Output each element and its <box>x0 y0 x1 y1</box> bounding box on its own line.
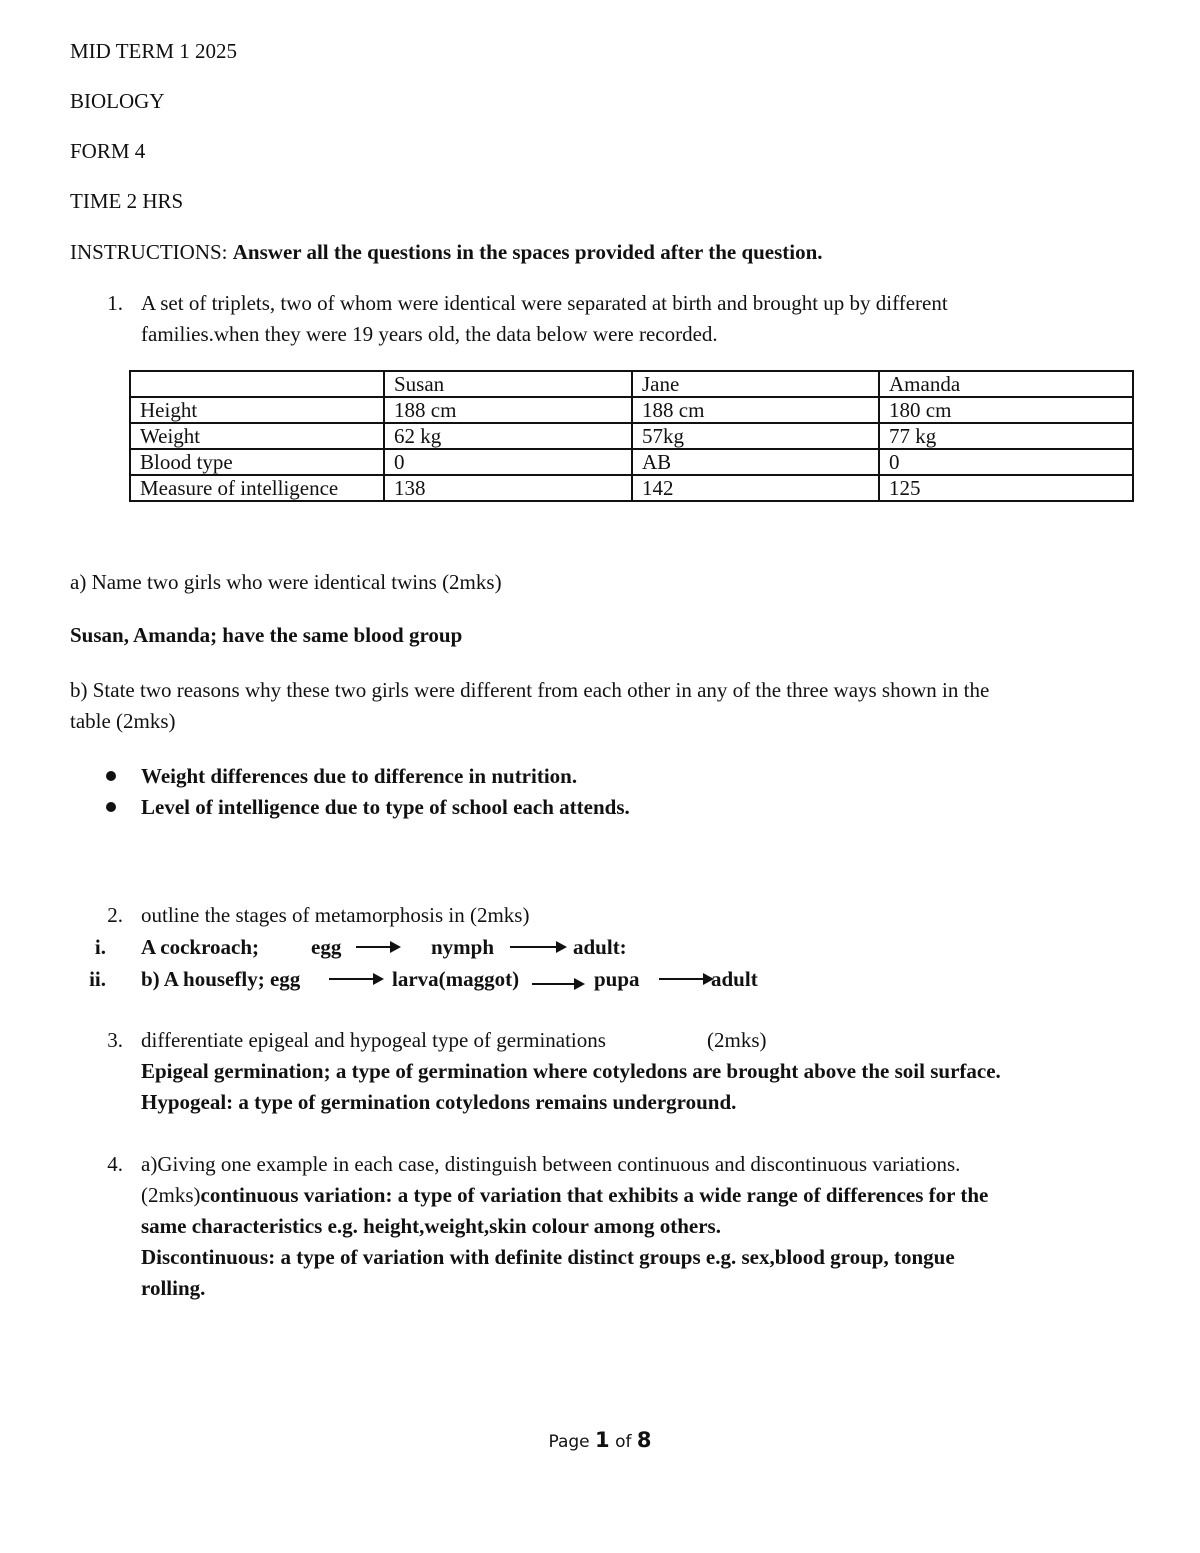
table-cell: 0 <box>384 449 632 475</box>
q2-question: outline the stages of metamorphosis in (2mks) <box>141 903 530 927</box>
q2-i-prefix: A cockroach; <box>141 935 260 959</box>
q4-question: a)Giving one example in each case, distinguish between continuous and discontinuous variations. <box>141 1152 961 1176</box>
subject-title: BIOLOGY <box>70 89 165 113</box>
table-cell: Measure of intelligence <box>130 475 384 501</box>
table-header-cell <box>130 371 384 397</box>
page-number: 1 <box>595 1428 610 1452</box>
exam-title: MID TERM 1 2025 <box>70 39 238 63</box>
bullet-icon <box>106 802 116 812</box>
q4-answer-continuous-line2: same characteristics e.g. height,weight,skin colour among others. <box>141 1214 721 1238</box>
table-row <box>130 423 1133 449</box>
q1-text-line2: families.when they were 19 years old, the data below were recorded. <box>141 322 718 346</box>
stage-adult: adult: <box>573 935 627 959</box>
q2-i-label: i. <box>94 935 106 959</box>
stage-larva: larva(maggot) <box>392 967 520 991</box>
table-cell: 57kg <box>632 423 879 449</box>
time-label: TIME 2 HRS <box>70 189 184 213</box>
q4-answer-discontinuous-line1: Discontinuous: a type of variation with definite distinct groups e.g. sex,blood group, tongue <box>141 1245 955 1269</box>
q1-text-line1: A set of triplets, two of whom were identical were separated at birth and brought up by different <box>141 291 948 315</box>
arrow-right-icon <box>532 983 582 985</box>
table-header-row <box>130 371 1133 397</box>
page-word: Page <box>548 1432 590 1452</box>
q4-marks: (2mks) <box>141 1183 201 1207</box>
stage-nymph: nymph <box>431 935 495 959</box>
table-header-cell: Amanda <box>879 371 1133 397</box>
table-header-cell: Jane <box>632 371 879 397</box>
instructions-text: Answer all the questions in the spaces provided after the question. <box>232 240 823 264</box>
instructions-label: INSTRUCTIONS: <box>70 240 228 264</box>
q3-number: 3. <box>107 1028 123 1052</box>
arrow-right-icon <box>510 946 564 948</box>
q4-number: 4. <box>107 1152 123 1176</box>
form-label: FORM 4 <box>70 139 146 163</box>
stage-adult: adult <box>711 967 758 991</box>
table-cell: AB <box>632 449 879 475</box>
table-cell: 125 <box>879 475 1133 501</box>
q2-number: 2. <box>107 903 123 927</box>
table-cell: Height <box>130 397 384 423</box>
table-cell: 77 kg <box>879 423 1133 449</box>
table-cell: 188 cm <box>632 397 879 423</box>
arrow-right-icon <box>329 978 381 980</box>
table-cell: Weight <box>130 423 384 449</box>
stage-pupa: pupa <box>594 967 640 991</box>
table-row <box>130 475 1133 501</box>
q1a-answer: Susan, Amanda; have the same blood group <box>70 623 463 647</box>
q1a-question: a) Name two girls who were identical twins (2mks) <box>70 570 502 594</box>
q4-continuous-text: continuous variation: a type of variation that exhibits a wide range of differences for the <box>200 1183 989 1207</box>
page-footer <box>0 1428 1200 1452</box>
table-cell: 142 <box>632 475 879 501</box>
q2-ii-label: ii. <box>89 967 106 991</box>
q3-answer-hypogeal: Hypogeal: a type of germination cotyledons remains underground. <box>141 1090 737 1114</box>
q1b-answer-1: Weight differences due to difference in nutrition. <box>141 764 578 788</box>
q3-question: differentiate epigeal and hypogeal type of germinations <box>141 1028 606 1052</box>
table-cell: 0 <box>879 449 1133 475</box>
arrow-right-icon <box>659 978 711 980</box>
triplets-data-table <box>129 370 1134 502</box>
q1b-answer-2: Level of intelligence due to type of school each attends. <box>141 795 630 819</box>
table-cell: 180 cm <box>879 397 1133 423</box>
of-word: of <box>615 1432 632 1452</box>
arrow-right-icon <box>356 946 398 948</box>
table-cell: Blood type <box>130 449 384 475</box>
table-cell: 138 <box>384 475 632 501</box>
q1b-question-line1: b) State two reasons why these two girls were different from each other in any of the three ways shown in the <box>70 678 990 702</box>
instructions <box>70 238 823 266</box>
table-row <box>130 449 1133 475</box>
q3-answer-epigeal: Epigeal germination; a type of germination where cotyledons are brought above the soil surface. <box>141 1059 1001 1083</box>
q3-marks: (2mks) <box>707 1028 767 1052</box>
table-row <box>130 397 1133 423</box>
table-header-cell: Susan <box>384 371 632 397</box>
stage-egg: egg <box>311 935 342 959</box>
table-cell: 62 kg <box>384 423 632 449</box>
q2-ii-prefix: b) A housefly; egg <box>141 967 301 991</box>
q4-answer-discontinuous-line2: rolling. <box>141 1276 206 1300</box>
q1b-question-line2: table (2mks) <box>70 709 176 733</box>
table-cell: 188 cm <box>384 397 632 423</box>
page-total: 8 <box>636 1428 652 1452</box>
q4-answer-continuous-line1 <box>141 1181 988 1209</box>
bullet-icon <box>106 771 116 781</box>
q1-number: 1. <box>107 291 123 315</box>
